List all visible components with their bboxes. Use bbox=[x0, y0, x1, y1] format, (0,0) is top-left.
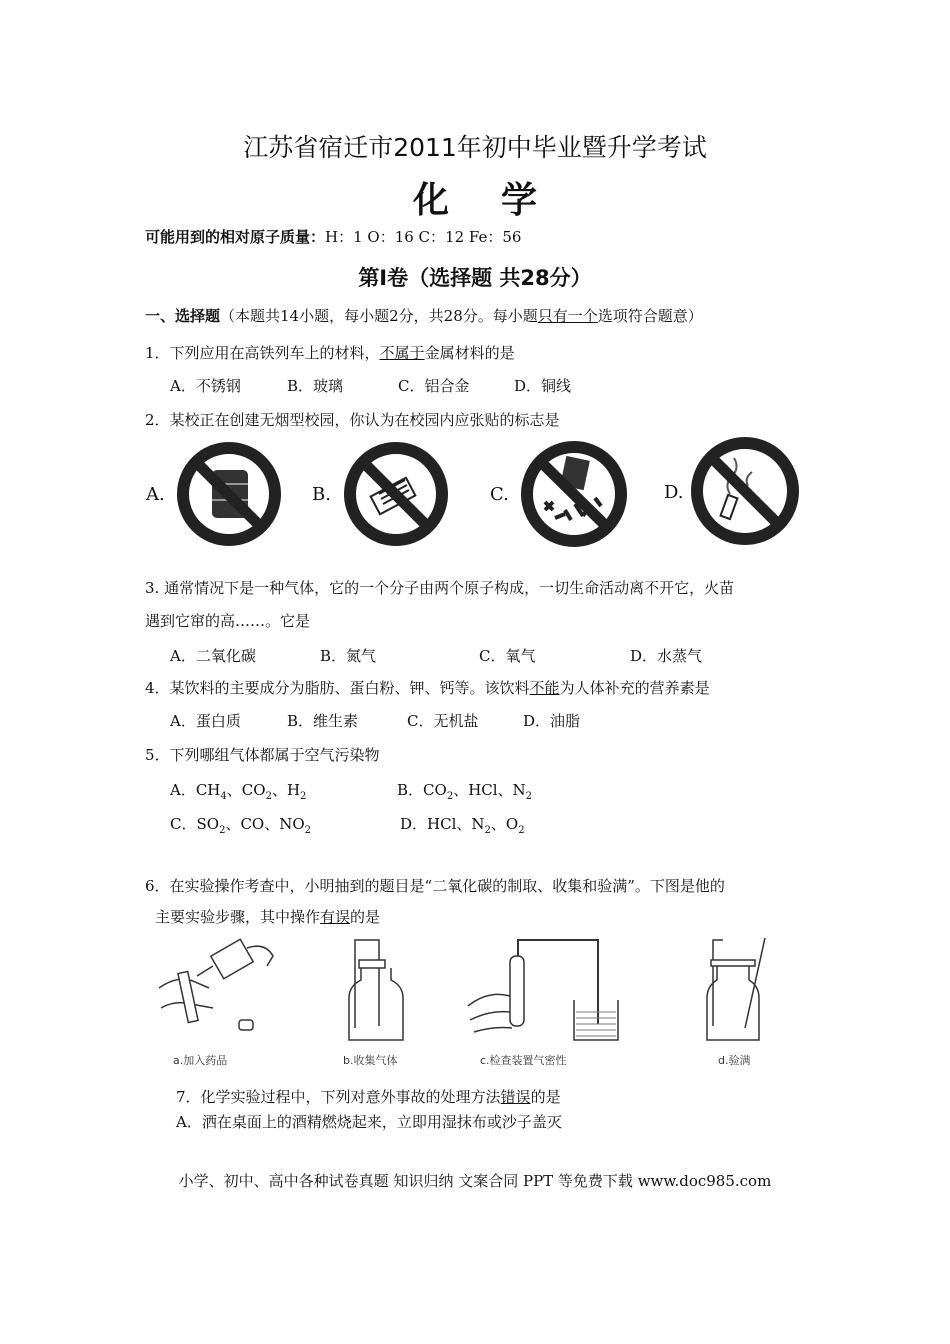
section-heading bbox=[145, 305, 703, 326]
q3-option-c: C．氧气 bbox=[479, 647, 536, 665]
q1-option-d: D．铜线 bbox=[514, 377, 572, 395]
atomic-mass-values: H：1 O：16 C：12 Fe：56 bbox=[325, 228, 522, 246]
question-1-text: 1．下列应用在高铁列车上的材料， bbox=[145, 344, 380, 362]
q3-option-b: B．氮气 bbox=[320, 647, 377, 665]
question-4 bbox=[145, 677, 710, 698]
q3-option-a: A．二氧化碳 bbox=[170, 647, 256, 665]
no-oil-drum-icon bbox=[172, 442, 287, 547]
question-4-text-end: 为人体补充的营养素是 bbox=[559, 679, 710, 697]
apparatus-label-c: c.检查装置气密性 bbox=[480, 1054, 567, 1067]
section-note: （本题共14小题，每小题2分，共28分。每小题 bbox=[220, 307, 538, 325]
question-1 bbox=[145, 342, 515, 363]
q4-option-d: D．油脂 bbox=[523, 712, 581, 730]
q2-option-b: B. bbox=[312, 484, 331, 505]
gas-full-test-bottle-icon bbox=[703, 938, 783, 1048]
q5-option-a: A．$CH_4$、$CO_2$、$H_2$ bbox=[170, 781, 307, 802]
apparatus-label-a: a.加入药品 bbox=[173, 1054, 228, 1067]
section-note-emphasis: 只有一个 bbox=[537, 307, 598, 325]
no-smoking-icon bbox=[686, 436, 804, 546]
question-7-text: 7．化学实验过程中，下列对意外事故的处理方法 bbox=[176, 1088, 501, 1106]
add-reagent-apparatus-icon bbox=[155, 938, 285, 1053]
question-1-emphasis: 不属于 bbox=[379, 344, 425, 362]
exam-title: 江苏省宿迁市2011年初中毕业暨升学考试 bbox=[243, 133, 707, 162]
question-4-text: 4．某饮料的主要成分为脂肪、蛋白粉、钾、钙等。该饮料 bbox=[145, 679, 530, 697]
q4-option-c: C．无机盐 bbox=[407, 712, 479, 730]
section-note-end: 选项符合题意） bbox=[597, 307, 703, 325]
question-7 bbox=[176, 1086, 561, 1107]
question-3-line-1: 3. 通常情况下是一种气体，它的一个分子由两个原子构成，一切生命活动离不开它，火苗 bbox=[145, 579, 735, 597]
atomic-mass-line bbox=[145, 226, 521, 247]
question-7-text-end: 的是 bbox=[530, 1088, 561, 1106]
question-7-emphasis: 错误 bbox=[500, 1088, 531, 1106]
q4-option-b: B．维生素 bbox=[287, 712, 359, 730]
question-2: 2．某校正在创建无烟型校园，你认为在校园内应张贴的标志是 bbox=[145, 411, 560, 429]
q7-option-a: A．洒在桌面上的酒精燃烧起来，立即用湿抹布或沙子盖灭 bbox=[176, 1113, 562, 1131]
page-footer: 小学、初中、高中各种试卷真题 知识归纳 文案合同 PPT 等免费下载 www.doc985.com bbox=[178, 1172, 772, 1190]
question-5: 5．下列哪组气体都属于空气污染物 bbox=[145, 746, 380, 764]
question-6-emphasis: 有误 bbox=[320, 908, 351, 926]
airtightness-check-apparatus-icon bbox=[466, 936, 616, 1048]
atomic-mass-label: 可能用到的相对原子质量： bbox=[145, 228, 326, 246]
question-6-line-2 bbox=[155, 906, 380, 927]
question-3-line-2: 遇到它窜的高……。它是 bbox=[145, 612, 311, 630]
q1-option-b: B．玻璃 bbox=[287, 377, 344, 395]
q2-option-d: D. bbox=[664, 482, 684, 503]
q1-option-c: C．铝合金 bbox=[398, 377, 470, 395]
q5-option-b: B．$CO_2$、HCl、$N_2$ bbox=[397, 781, 533, 802]
q1-option-a: A．不锈钢 bbox=[170, 377, 241, 395]
no-matches-icon bbox=[339, 442, 454, 547]
question-1-text-end: 金属材料的是 bbox=[424, 344, 515, 362]
section-label: 一、选择题 bbox=[145, 307, 221, 325]
q2-option-a: A. bbox=[146, 484, 165, 505]
apparatus-label-b: b.收集气体 bbox=[343, 1054, 398, 1067]
question-6-text: 主要实验步骤，其中操作 bbox=[155, 908, 321, 926]
apparatus-label-d: d.验满 bbox=[718, 1054, 751, 1067]
q5-option-c: C．$SO_2$、CO、$NO_2$ bbox=[170, 815, 312, 836]
q3-option-d: D．水蒸气 bbox=[630, 647, 703, 665]
subject-title: 化学 bbox=[412, 180, 589, 221]
gas-collection-bottle-icon bbox=[345, 938, 415, 1048]
question-6-text-end: 的是 bbox=[350, 908, 381, 926]
q5-option-d: D．HCl、$N_2$、$O_2$ bbox=[400, 815, 525, 836]
question-4-emphasis: 不能 bbox=[529, 679, 560, 697]
no-firecrackers-icon bbox=[515, 440, 633, 548]
q2-option-c: C. bbox=[490, 484, 509, 505]
question-6-line-1: 6．在实验操作考查中，小明抽到的题目是“二氧化碳的制取、收集和验满”。下图是他的 bbox=[145, 877, 725, 895]
q4-option-a: A．蛋白质 bbox=[170, 712, 241, 730]
part-heading: 第Ⅰ卷（选择题 共28分） bbox=[358, 266, 592, 290]
